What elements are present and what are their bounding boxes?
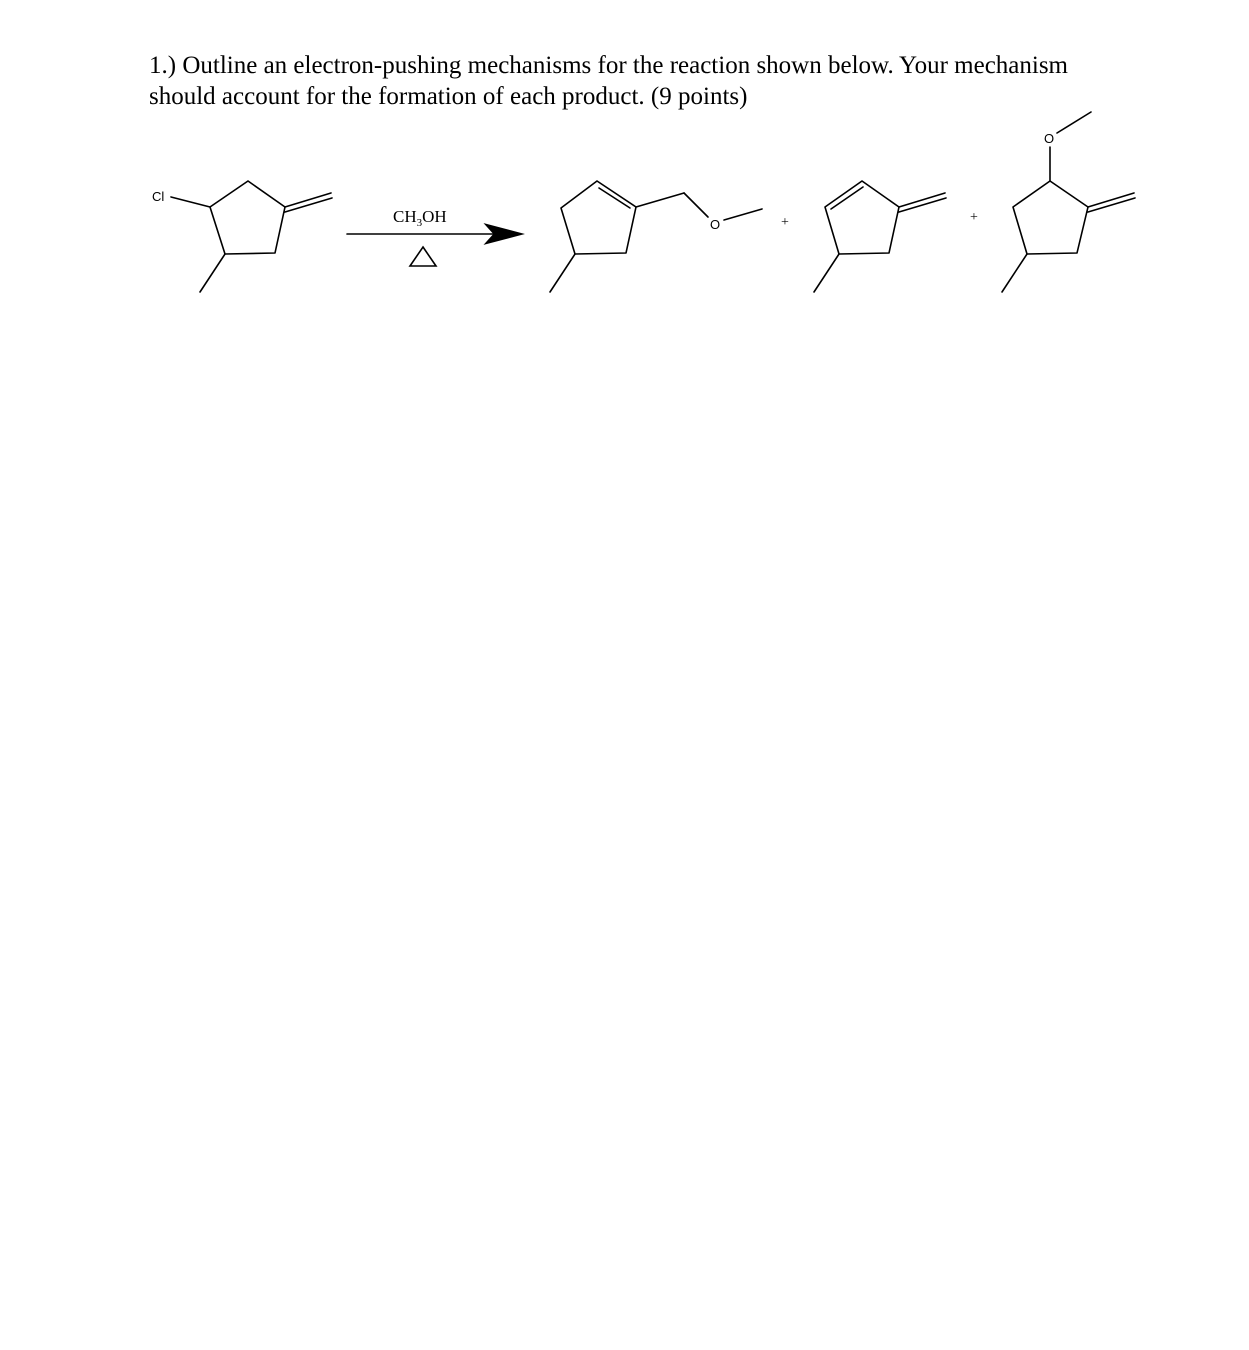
product-1-structure xyxy=(550,181,762,292)
product-1-methyl-bond xyxy=(550,254,575,292)
product-2-methyl-bond xyxy=(814,254,839,292)
product-1-ch2-bond xyxy=(636,193,684,207)
plus-sign-1: + xyxy=(781,215,789,230)
product-2-structure xyxy=(814,181,946,292)
product-2-ring xyxy=(825,181,899,254)
reagent-label xyxy=(393,207,447,229)
reactant-ring xyxy=(210,181,285,254)
question-line-1: 1.) Outline an electron-pushing mechanisms for the reaction shown below. Your mechanism xyxy=(149,52,1069,79)
product-1-ring xyxy=(561,181,636,254)
reactant-structure xyxy=(152,181,332,292)
reagent-suffix: OH xyxy=(422,207,447,226)
product-3-oxygen-label: O xyxy=(1044,131,1055,146)
product-1-c-o-bond xyxy=(684,193,708,217)
product-3-methyl-bond xyxy=(1002,254,1027,292)
reactant-methyl-bond xyxy=(200,254,225,292)
reagent-main: CH xyxy=(393,207,417,226)
product-2-inner-double-bond xyxy=(831,187,863,209)
reagent-subscript: 3 xyxy=(416,217,423,229)
product-1-oxygen-label: O xyxy=(710,217,721,232)
reaction-arrow-group xyxy=(347,207,523,266)
question-line-2: should account for the formation of each product. (9 points) xyxy=(149,83,748,110)
reactant-cl-label: Cl xyxy=(152,189,165,204)
product-1-o-ch3-bond xyxy=(724,209,762,220)
product-3-ring xyxy=(1013,181,1088,254)
heat-triangle-icon xyxy=(410,247,436,266)
product-1-inner-double-bond xyxy=(599,188,630,208)
reactant-cl-bond xyxy=(171,197,210,207)
plus-sign-2: + xyxy=(970,210,978,225)
product-3-o-ch3-bond xyxy=(1057,112,1091,133)
product-3-structure xyxy=(1002,112,1135,292)
